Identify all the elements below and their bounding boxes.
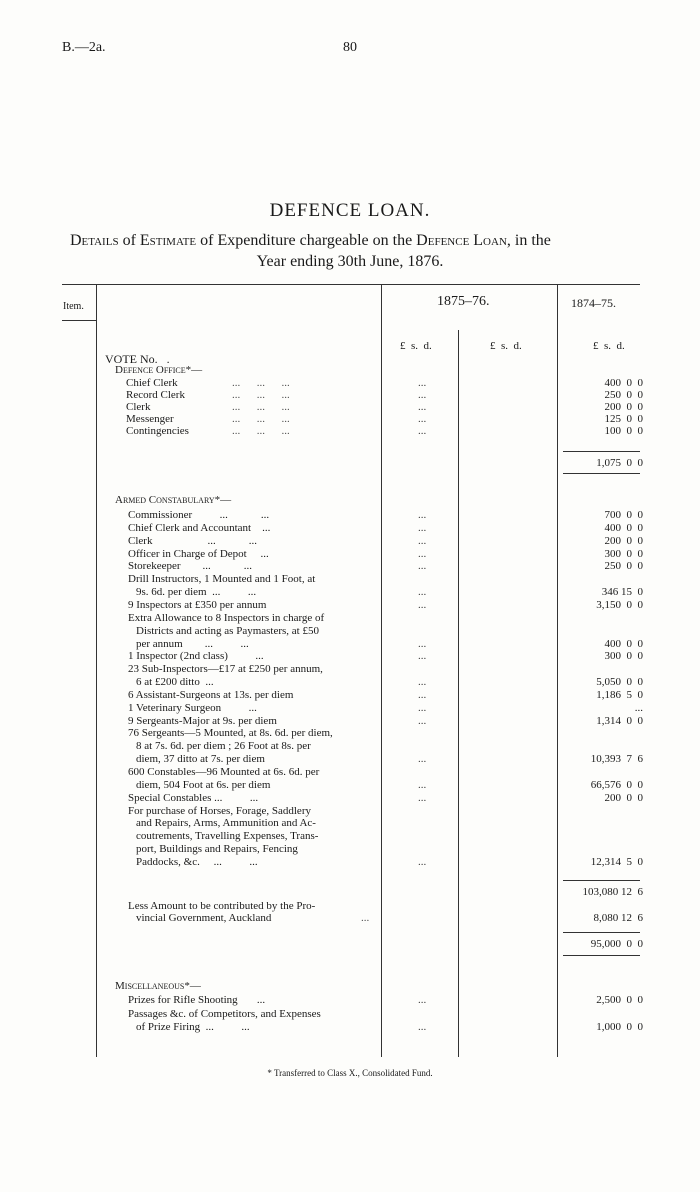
constabulary-item-description: diem, 504 Foot at 6s. per diem	[136, 778, 271, 791]
currency-header-3: £ s. d.	[593, 340, 625, 352]
constabulary-item-description: Commissioner ... ...	[128, 509, 270, 521]
section-heading-defence-office: Defence Office*—	[115, 364, 203, 376]
constabulary-item-description: Paddocks, &c. ... ...	[136, 855, 258, 868]
constabulary-item-description: Storekeeper ... ...	[128, 560, 253, 573]
constabulary-item-row	[0, 830, 700, 842]
constabulary-item-row	[0, 548, 700, 560]
constabulary-item-current-year-value: ...	[418, 778, 427, 791]
less-provincial-amount: 8,080 12 6	[593, 912, 643, 924]
constabulary-item-row	[0, 753, 700, 765]
defence-office-item-description: Clerk	[126, 401, 151, 413]
constabulary-item-row	[0, 817, 700, 829]
constabulary-item-row	[0, 766, 700, 778]
constabulary-item-row	[0, 535, 700, 547]
defence-office-item-description: Chief Clerk	[126, 377, 178, 389]
miscellaneous-item-description: of Prize Firing ... ...	[136, 1021, 250, 1033]
defence-office-item-current-year-value: ...	[418, 377, 427, 389]
section-heading-miscellaneous: Miscellaneous*—	[115, 980, 201, 992]
constabulary-item-row	[0, 586, 700, 598]
leader-dots: ... ... ...	[232, 377, 290, 389]
constabulary-item-previous-year-amount: 5,050 0 0	[596, 676, 643, 689]
constabulary-item-row	[0, 573, 700, 585]
miscellaneous-item-description: Passages &c. of Competitors, and Expenses	[128, 1007, 321, 1020]
miscellaneous-item-row	[0, 994, 700, 1006]
constabulary-item-row	[0, 509, 700, 521]
constabulary-item-description: port, Buildings and Repairs, Fencing	[136, 843, 298, 856]
constabulary-item-current-year-value: ...	[418, 650, 427, 663]
constabulary-item-row	[0, 689, 700, 701]
constabulary-item-description: 9 Inspectors at £350 per annum	[128, 598, 267, 611]
constabulary-item-description: 9s. 6d. per diem ... ...	[136, 586, 257, 599]
page-number: 80	[343, 40, 357, 55]
constabulary-item-previous-year-amount: 1,314 0 0	[596, 714, 643, 727]
miscellaneous-item-row	[0, 1008, 700, 1020]
constabulary-item-description: per annum ... ...	[136, 637, 249, 650]
defence-office-item-current-year-value: ...	[418, 425, 427, 437]
constabulary-item-description: 6 Assistant-Surgeons at 13s. per diem	[128, 688, 294, 701]
constabulary-item-previous-year-amount: 700 0 0	[604, 509, 643, 521]
leader-dots: ... ... ...	[232, 413, 290, 425]
constabulary-item-previous-year-amount: 10,393 7 6	[590, 753, 643, 766]
defence-office-item-current-year-value: ...	[418, 389, 427, 401]
constabulary-item-current-year-value: ...	[418, 714, 427, 727]
subtitle-estimate: Estimate	[139, 232, 197, 249]
subtitle-line-2: Year ending 30th June, 1876.	[256, 253, 444, 270]
constabulary-item-row	[0, 663, 700, 675]
document-reference: B.—2a.	[62, 40, 106, 55]
subtitle-line-1	[70, 232, 551, 250]
defence-office-total: 1,075 0 0	[596, 457, 643, 469]
defence-office-item-previous-year-amount: 400 0 0	[604, 377, 643, 389]
miscellaneous-item-previous-year-amount: 2,500 0 0	[596, 994, 643, 1006]
constabulary-item-row	[0, 676, 700, 688]
defence-office-item-description: Record Clerk	[126, 389, 185, 401]
constabulary-item-current-year-value: ...	[418, 509, 427, 521]
constabulary-item-row	[0, 625, 700, 637]
constabulary-net-total: 95,000 0 0	[590, 938, 643, 950]
constabulary-item-row	[0, 702, 700, 714]
constabulary-item-previous-year-amount: 3,150 0 0	[596, 598, 643, 611]
constabulary-item-current-year-value: ...	[418, 855, 427, 868]
constabulary-item-row	[0, 612, 700, 624]
subtitle-text: of Expenditure chargeable on the	[196, 232, 417, 249]
miscellaneous-item-previous-year-amount: 1,000 0 0	[596, 1021, 643, 1033]
constabulary-item-row	[0, 638, 700, 650]
item-column-header: Item.	[63, 301, 84, 312]
constabulary-item-row	[0, 599, 700, 611]
defence-office-total-bottom-rule	[563, 473, 640, 474]
less-provincial-text: vincial Government, Auckland	[136, 912, 272, 924]
leader-dots: ... ... ...	[232, 389, 290, 401]
constabulary-item-row	[0, 843, 700, 855]
constabulary-item-description: Drill Instructors, 1 Mounted and 1 Foot, at	[128, 573, 316, 586]
constabulary-item-description: For purchase of Horses, Forage, Saddlery	[128, 804, 311, 817]
constabulary-item-previous-year-amount: 300 0 0	[604, 547, 643, 560]
constabulary-item-previous-year-amount: 1,186 5 0	[596, 688, 643, 701]
constabulary-item-previous-year-amount: 200 0 0	[604, 534, 643, 547]
constabulary-item-description: Districts and acting as Paymasters, at £50	[136, 624, 319, 637]
constabulary-item-current-year-value: ...	[418, 534, 427, 547]
constabulary-item-description: 1 Veterinary Surgeon ...	[128, 701, 257, 714]
constabulary-item-row	[0, 715, 700, 727]
less-provincial-line-1: Less Amount to be contributed by the Pro-	[128, 900, 316, 912]
section-heading-armed-constabulary: Armed Constabulary*—	[115, 494, 232, 506]
constabulary-item-current-year-value: ...	[418, 753, 427, 766]
miscellaneous-item-description: Prizes for Rifle Shooting ...	[128, 994, 266, 1006]
constabulary-item-description: Chief Clerk and Accountant ...	[128, 521, 271, 534]
page-title: DEFENCE LOAN.	[269, 200, 431, 221]
constabulary-item-description: 8 at 7s. 6d. per diem ; 26 Foot at 8s. per	[136, 740, 311, 753]
constabulary-item-row	[0, 805, 700, 817]
defence-office-item-previous-year-amount: 250 0 0	[604, 389, 643, 401]
constabulary-item-previous-year-amount: 400 0 0	[604, 521, 643, 534]
constabulary-item-current-year-value: ...	[418, 598, 427, 611]
constabulary-item-row	[0, 560, 700, 572]
constabulary-item-previous-year-amount: 66,576 0 0	[590, 778, 643, 791]
constabulary-item-previous-year-amount: 300 0 0	[604, 650, 643, 663]
constabulary-net-bottom-rule	[563, 955, 640, 956]
miscellaneous-item-current-year-value: ...	[418, 1021, 427, 1033]
footnote: * Transferred to Class X., Consolidated Fund.	[267, 1068, 433, 1078]
constabulary-item-previous-year-amount: 250 0 0	[604, 560, 643, 573]
constabulary-item-previous-year-amount: 400 0 0	[604, 637, 643, 650]
defence-office-item-previous-year-amount: 125 0 0	[604, 413, 643, 425]
vote-label: VOTE No. .	[105, 352, 170, 366]
defence-office-item-row	[0, 389, 700, 401]
constabulary-item-current-year-value: ...	[418, 701, 427, 714]
constabulary-item-current-year-value: ...	[418, 521, 427, 534]
table-top-rule	[62, 284, 640, 285]
currency-header-1: £ s. d.	[400, 340, 432, 352]
constabulary-item-description: 9 Sergeants-Major at 9s. per diem	[128, 714, 277, 727]
previous-year-header: 1874–75.	[571, 296, 616, 310]
leader-dots: ...	[361, 912, 370, 924]
defence-office-item-current-year-value: ...	[418, 413, 427, 425]
constabulary-item-current-year-value: ...	[418, 688, 427, 701]
constabulary-item-previous-year-amount: 346 15 0	[601, 586, 643, 599]
constabulary-item-current-year-value: ...	[418, 676, 427, 689]
constabulary-subtotal: 103,080 12 6	[582, 886, 643, 898]
constabulary-item-description: 6 at £200 ditto ...	[136, 676, 214, 689]
constabulary-item-row	[0, 727, 700, 739]
constabulary-item-description: coutrements, Travelling Expenses, Trans-	[136, 830, 319, 843]
subtitle-text: , in the	[506, 232, 551, 249]
constabulary-item-description: diem, 37 ditto at 7s. per diem	[136, 753, 265, 766]
constabulary-net-rule	[563, 932, 640, 933]
defence-office-item-previous-year-amount: 200 0 0	[604, 401, 643, 413]
constabulary-item-description: Clerk ... ...	[128, 534, 257, 547]
constabulary-item-row	[0, 650, 700, 662]
less-provincial-line-2	[136, 912, 376, 924]
constabulary-item-current-year-value: ...	[418, 586, 427, 599]
defence-office-item-previous-year-amount: 100 0 0	[604, 425, 643, 437]
subtitle-defence-loan: Defence Loan	[416, 232, 507, 249]
constabulary-item-row	[0, 740, 700, 752]
constabulary-item-current-year-value: ...	[418, 547, 427, 560]
constabulary-item-description: and Repairs, Arms, Ammunition and Ac-	[136, 817, 316, 830]
leader-dots: ... ... ...	[232, 401, 290, 413]
item-header-rule	[62, 320, 96, 321]
subtitle-details: Details	[70, 232, 119, 249]
subtitle-text: of	[118, 232, 140, 249]
constabulary-item-previous-year-amount: 12,314 5 0	[590, 855, 643, 868]
defence-office-item-current-year-value: ...	[418, 401, 427, 413]
constabulary-item-description: Extra Allowance to 8 Inspectors in charge of	[128, 611, 325, 624]
constabulary-item-current-year-value: ...	[418, 637, 427, 650]
constabulary-item-row	[0, 856, 700, 868]
constabulary-item-current-year-value: ...	[418, 560, 427, 573]
miscellaneous-item-current-year-value: ...	[418, 994, 427, 1006]
leader-dots: ... ... ...	[232, 425, 290, 437]
constabulary-item-row	[0, 792, 700, 804]
currency-header-2: £ s. d.	[490, 340, 522, 352]
constabulary-item-description: 600 Constables—96 Mounted at 6s. 6d. per	[128, 766, 320, 778]
constabulary-item-row	[0, 779, 700, 791]
constabulary-item-description: 76 Sergeants—5 Mounted, at 8s. 6d. per diem,	[128, 727, 333, 740]
constabulary-item-description: 1 Inspector (2nd class) ...	[128, 650, 264, 663]
defence-office-item-row	[0, 413, 700, 425]
defence-office-item-row	[0, 401, 700, 413]
defence-office-total-rule	[563, 451, 640, 452]
constabulary-item-description: 23 Sub-Inspectors—£17 at £250 per annum,	[128, 663, 323, 676]
current-year-header: 1875–76.	[437, 294, 490, 309]
constabulary-item-description: Officer in Charge of Depot ...	[128, 547, 269, 560]
constabulary-item-previous-year-amount: ...	[634, 701, 643, 714]
constabulary-item-description: Special Constables ... ...	[128, 791, 259, 804]
defence-office-item-description: Contingencies	[126, 425, 189, 437]
constabulary-subtotal-rule	[563, 880, 640, 881]
constabulary-item-row	[0, 522, 700, 534]
defence-office-item-description: Messenger	[126, 413, 174, 425]
defence-office-item-row	[0, 377, 700, 389]
constabulary-item-previous-year-amount: 200 0 0	[604, 791, 643, 804]
miscellaneous-item-row	[0, 1021, 700, 1033]
constabulary-item-current-year-value: ...	[418, 791, 427, 804]
defence-office-item-row	[0, 425, 700, 437]
